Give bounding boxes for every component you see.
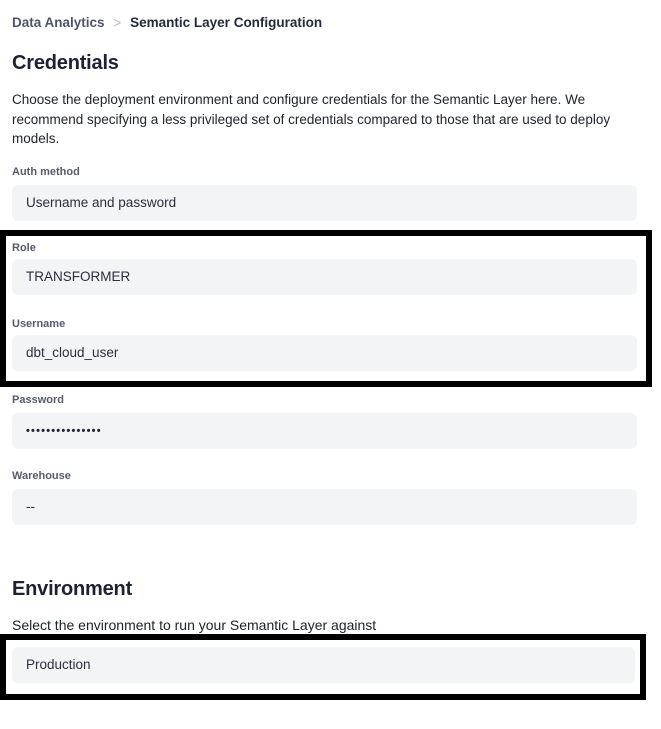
semantic-layer-config-page bbox=[0, 13, 661, 700]
chevron-right-icon: > bbox=[113, 13, 122, 31]
breadcrumb-item-current: Semantic Layer Configuration bbox=[130, 14, 323, 30]
credentials-description bbox=[12, 90, 661, 149]
password-field bbox=[12, 393, 637, 449]
credentials-description-line: Choose the deployment environment and configure credentials for the Semantic Layer here. We bbox=[12, 92, 586, 107]
username-input[interactable]: dbt_cloud_user bbox=[12, 335, 637, 371]
role-label: Role bbox=[12, 241, 36, 254]
environment-subtitle: Select the environment to run your Semantic Layer against bbox=[12, 616, 377, 633]
breadcrumb-item-data-analytics[interactable]: Data Analytics bbox=[12, 14, 105, 30]
auth-method-label: Auth method bbox=[12, 165, 80, 178]
password-input[interactable] bbox=[12, 413, 637, 449]
environment-select[interactable]: Production bbox=[12, 647, 635, 683]
auth-method-field bbox=[12, 165, 637, 221]
credentials-description-line: models. bbox=[12, 131, 60, 146]
warehouse-field bbox=[12, 469, 637, 525]
annotation-box-role-username bbox=[0, 230, 652, 387]
warehouse-input[interactable]: -- bbox=[12, 489, 637, 525]
role-field bbox=[12, 241, 637, 295]
password-label: Password bbox=[12, 393, 64, 406]
environment-heading: Environment bbox=[12, 577, 133, 600]
username-label: Username bbox=[12, 317, 66, 330]
credentials-description-line: recommend specifying a less privileged set of credentials compared to those that are used to deploy bbox=[12, 111, 611, 127]
password-masked-value: ••••••••••••••• bbox=[26, 424, 102, 437]
username-field bbox=[12, 317, 637, 371]
auth-method-input[interactable]: Username and password bbox=[12, 185, 637, 221]
warehouse-label: Warehouse bbox=[12, 469, 71, 482]
breadcrumb bbox=[12, 13, 661, 31]
annotation-box-environment bbox=[0, 634, 646, 700]
credentials-heading: Credentials bbox=[12, 52, 119, 74]
role-input[interactable]: TRANSFORMER bbox=[12, 259, 637, 295]
